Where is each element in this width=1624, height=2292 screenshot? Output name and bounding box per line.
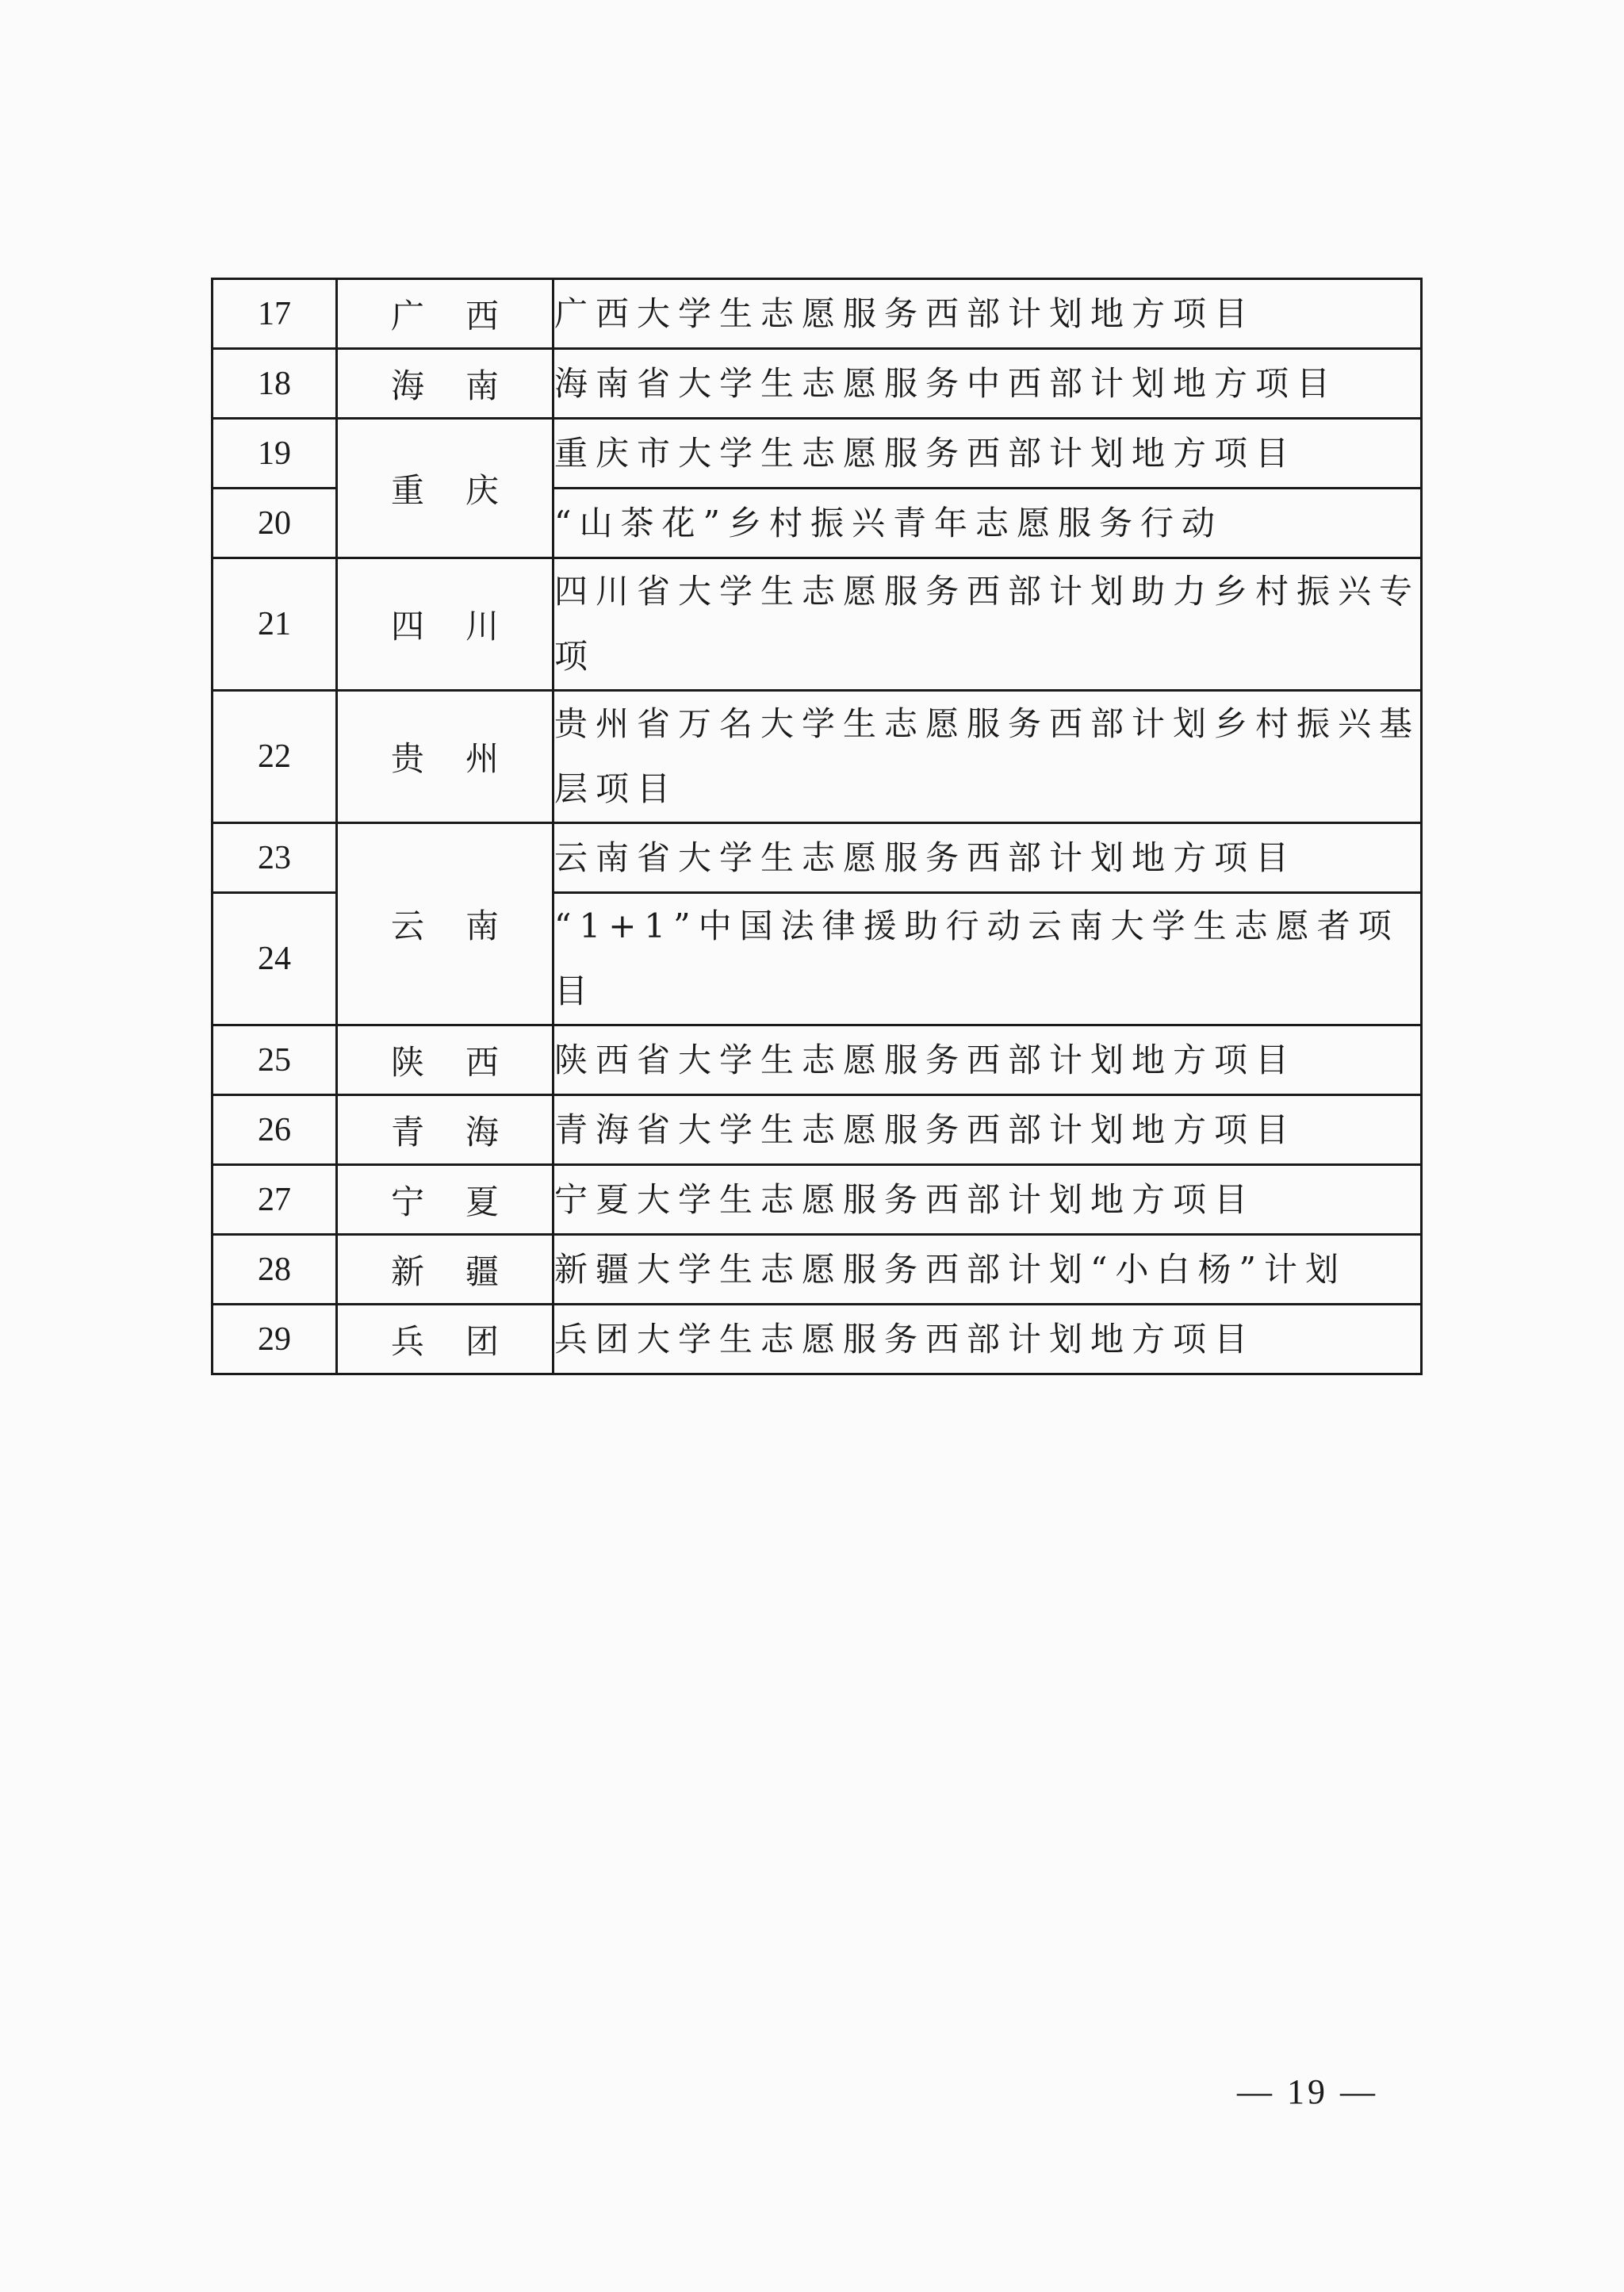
table-row <box>213 1165 1422 1235</box>
project-name: 贵州省万名大学生志愿服务西部计划乡村振兴基层项目 <box>553 691 1422 823</box>
row-number: 20 <box>213 489 337 558</box>
table-row <box>213 279 1422 349</box>
project-name: “1+1”中国法律援助行动云南大学生志愿者项目 <box>553 893 1422 1025</box>
project-name: 云南省大学生志愿服务西部计划地方项目 <box>553 823 1422 893</box>
project-name: 广西大学生志愿服务西部计划地方项目 <box>553 279 1422 349</box>
project-name: 青海省大学生志愿服务西部计划地方项目 <box>553 1095 1422 1165</box>
province-name: 广西 <box>390 296 540 335</box>
row-number: 23 <box>213 823 337 893</box>
row-number: 26 <box>213 1095 337 1165</box>
province-name: 海南 <box>390 366 540 405</box>
project-name: 重庆市大学生志愿服务西部计划地方项目 <box>553 419 1422 489</box>
project-name: 新疆大学生志愿服务西部计划“小白杨”计划 <box>553 1235 1422 1305</box>
province-name: 云南 <box>390 906 540 945</box>
project-name: 海南省大学生志愿服务中西部计划地方项目 <box>553 349 1422 419</box>
province-cell <box>337 558 553 691</box>
province-cell <box>337 1235 553 1305</box>
province-cell <box>337 1165 553 1235</box>
province-cell <box>337 419 553 558</box>
province-name: 陕西 <box>390 1042 540 1082</box>
project-table <box>211 278 1423 1375</box>
page-number: — 19 — <box>1237 2072 1378 2111</box>
project-name: 宁夏大学生志愿服务西部计划地方项目 <box>553 1165 1422 1235</box>
row-number: 24 <box>213 893 337 1025</box>
table-row <box>213 349 1422 419</box>
row-number: 21 <box>213 558 337 691</box>
table-row <box>213 1235 1422 1305</box>
row-number: 29 <box>213 1305 337 1374</box>
table-row <box>213 691 1422 823</box>
province-cell <box>337 1095 553 1165</box>
province-cell <box>337 349 553 419</box>
row-number: 28 <box>213 1235 337 1305</box>
project-name: 陕西省大学生志愿服务西部计划地方项目 <box>553 1025 1422 1095</box>
project-name: 四川省大学生志愿服务西部计划助力乡村振兴专项 <box>553 558 1422 691</box>
table-row <box>213 1305 1422 1374</box>
row-number: 18 <box>213 349 337 419</box>
province-name: 四川 <box>390 607 540 646</box>
table-row <box>213 823 1422 893</box>
row-number: 25 <box>213 1025 337 1095</box>
project-name: “山茶花”乡村振兴青年志愿服务行动 <box>553 489 1422 558</box>
table-row <box>213 1095 1422 1165</box>
row-number: 19 <box>213 419 337 489</box>
province-cell <box>337 823 553 1025</box>
province-name: 新疆 <box>390 1251 540 1291</box>
province-cell <box>337 1025 553 1095</box>
province-name: 青海 <box>390 1112 540 1152</box>
project-name: 兵团大学生志愿服务西部计划地方项目 <box>553 1305 1422 1374</box>
province-name: 贵州 <box>390 739 540 778</box>
province-name: 重庆 <box>390 470 540 510</box>
province-cell <box>337 279 553 349</box>
row-number: 17 <box>213 279 337 349</box>
table-row <box>213 558 1422 691</box>
row-number: 22 <box>213 691 337 823</box>
row-number: 27 <box>213 1165 337 1235</box>
province-name: 宁夏 <box>390 1182 540 1221</box>
province-name: 兵团 <box>390 1321 540 1361</box>
province-cell <box>337 1305 553 1374</box>
table-row <box>213 419 1422 489</box>
table-row <box>213 1025 1422 1095</box>
province-cell <box>337 691 553 823</box>
